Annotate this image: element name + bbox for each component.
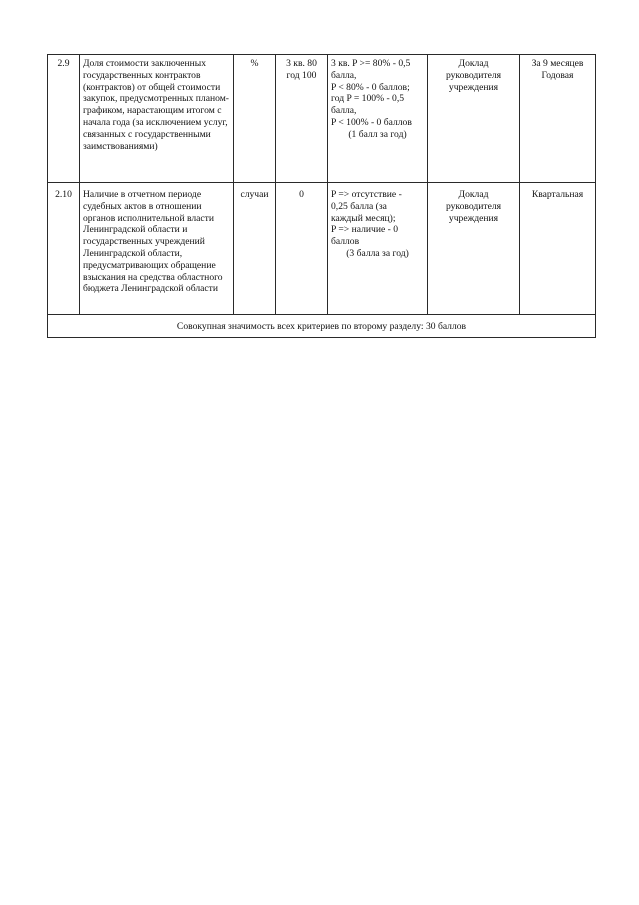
table-row: [48, 55, 596, 183]
formula-line: баллов: [331, 236, 360, 248]
criterion-name: Наличие в отчетном периоде судебных актов в отношении органов исполнительной власти Ленинградской области и государственных учреждений Ленинградской области, предусматривающих обращение взыскания на средства областного бюджета Ленинградской области: [80, 183, 234, 315]
criterion-formula: [328, 55, 428, 183]
formula-line: P => отсутствие -: [331, 189, 402, 200]
table-row: [48, 183, 596, 315]
criterion-source: Доклад руководителя учреждения: [428, 55, 520, 183]
criterion-number: 2.9: [48, 55, 80, 183]
formula-line: год P = 100% - 0,5: [331, 93, 405, 105]
criteria-table: [47, 54, 596, 338]
criterion-name: Доля стоимости заключенных государственных контрактов (контрактов) от общей стоимости закупок, предусмотренных планом-графиком, нарастающим итогом с начала года (за исключением услуг, связанных с государственными заимствованиями): [80, 55, 234, 183]
formula-line: каждый месяц);: [331, 212, 396, 224]
criterion-formula: [328, 183, 428, 315]
section-total-score: Совокупная значимость всех критериев по второму разделу: 30 баллов: [48, 315, 596, 338]
criterion-target-value: 3 кв. 80 год 100: [276, 55, 328, 183]
criterion-unit: %: [234, 55, 276, 183]
formula-line: 3 кв. P >= 80% - 0,5: [331, 58, 411, 69]
formula-line: P => наличие - 0: [331, 224, 399, 236]
formula-line: (1 балл за год): [348, 128, 407, 140]
formula-line: балла,: [331, 69, 357, 81]
formula-line: (3 балла за год): [346, 247, 409, 259]
formula-line: P < 80% - 0 баллов;: [331, 81, 410, 93]
formula-line: 0,25 балла (за: [331, 200, 387, 212]
formula-line: P < 100% - 0 баллов: [331, 116, 412, 128]
criterion-target-value: 0: [276, 183, 328, 315]
formula-line: балла,: [331, 105, 357, 117]
criterion-period: Квартальная: [520, 183, 596, 315]
criterion-period: За 9 месяцев Годовая: [520, 55, 596, 183]
criterion-source: Доклад руководителя учреждения: [428, 183, 520, 315]
criterion-number: 2.10: [48, 183, 80, 315]
summary-row: [48, 315, 596, 338]
criterion-unit: случаи: [234, 183, 276, 315]
